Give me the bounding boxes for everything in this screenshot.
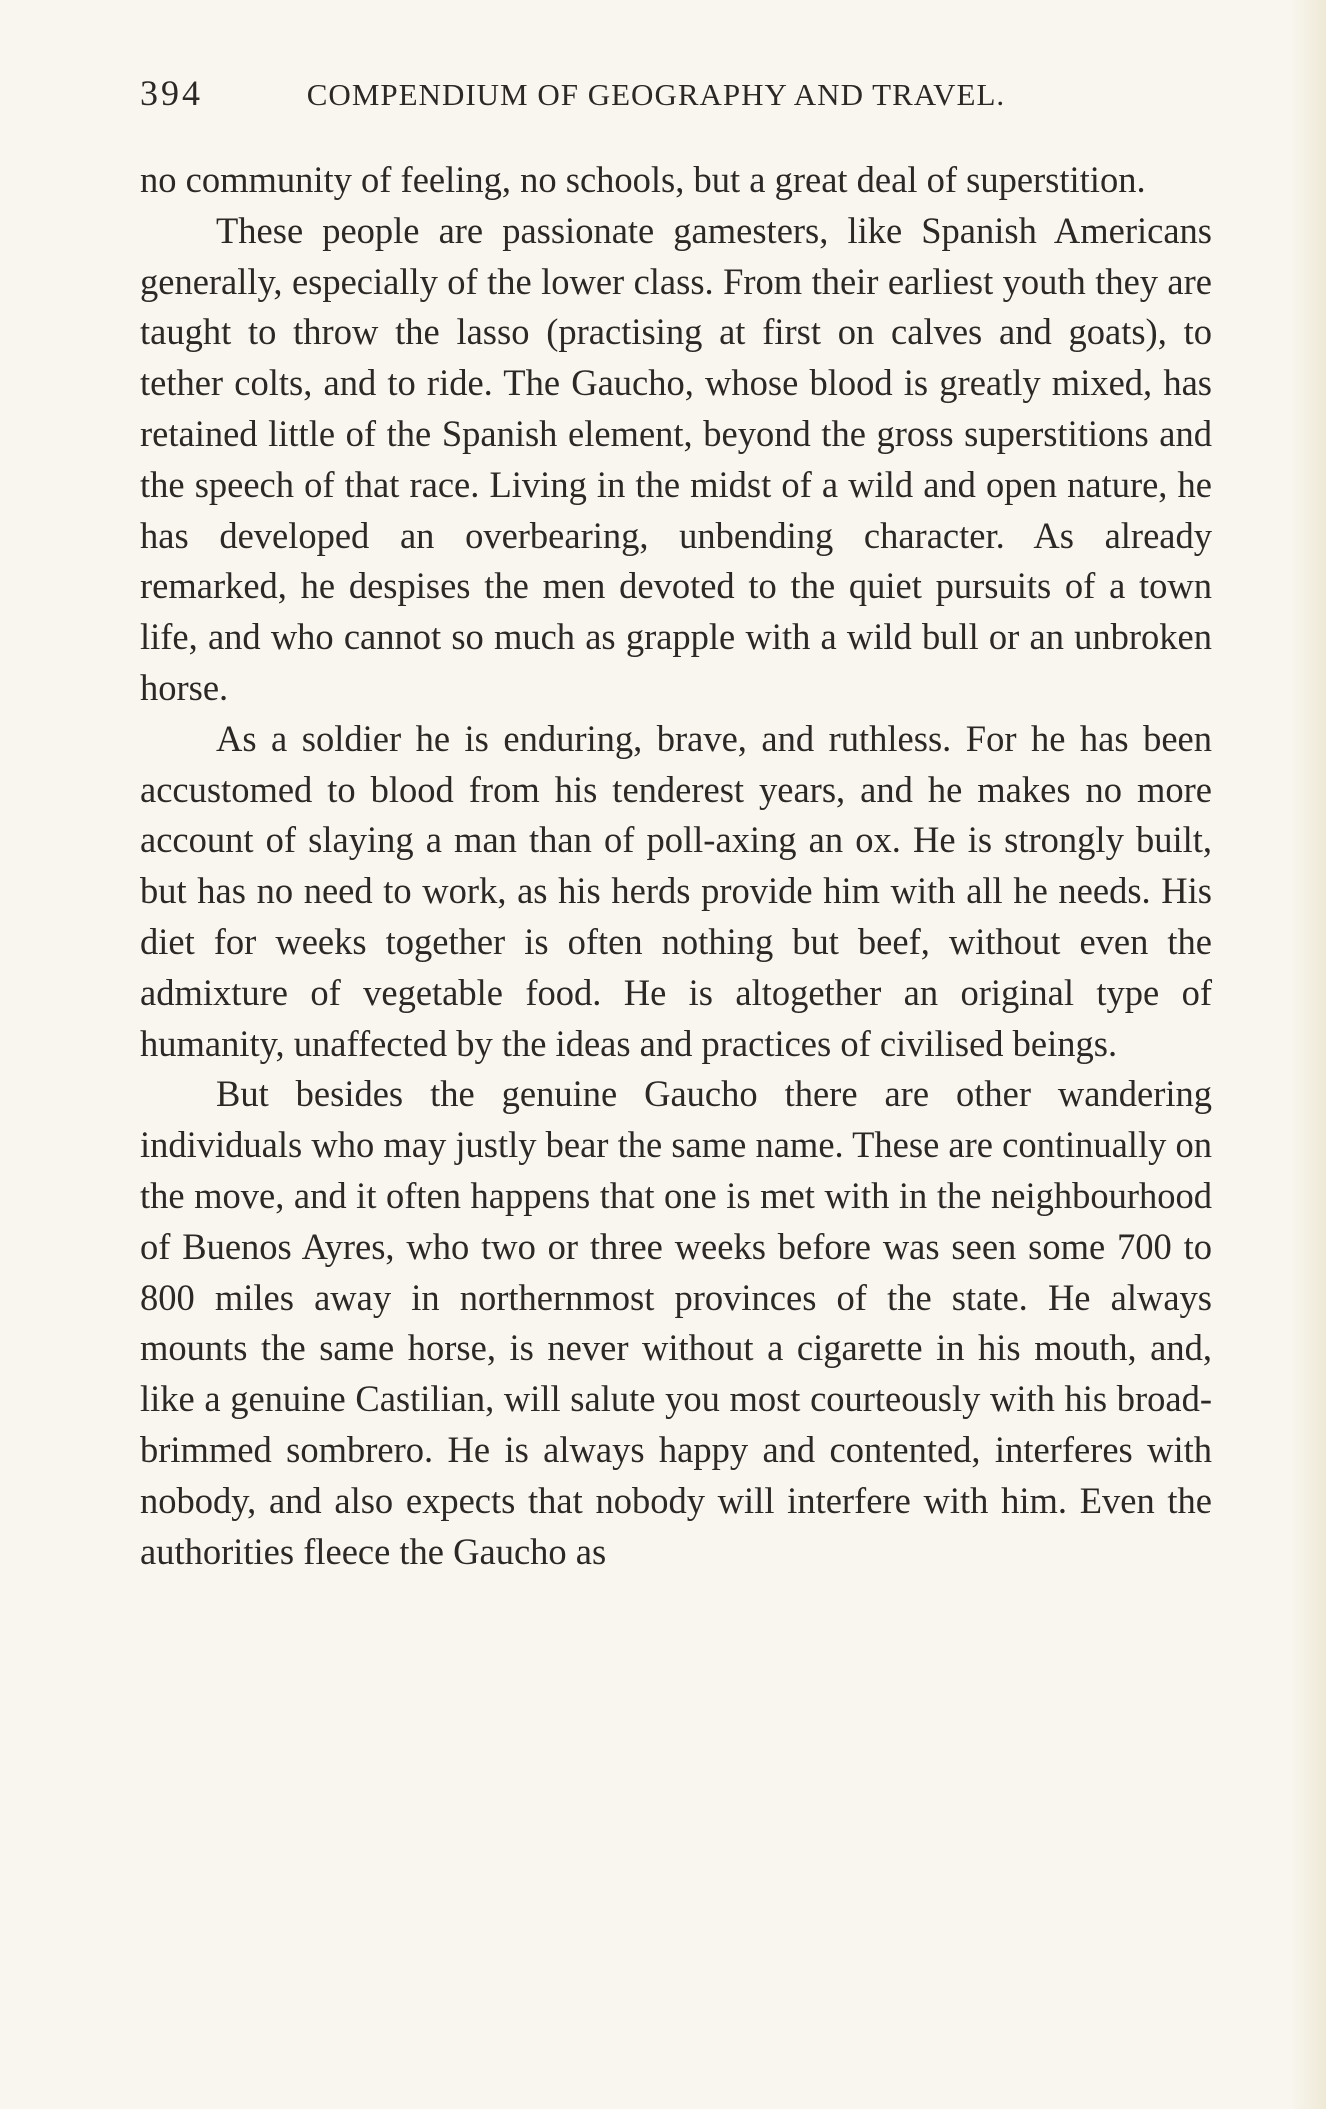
- body-text: [140, 155, 1212, 1577]
- running-title: COMPENDIUM OF GEOGRAPHY AND TRAVEL.: [306, 77, 1006, 112]
- paragraph-gamesters: These people are passionate gamesters, like Spanish Americans generally, especially of the lower class. From their earliest youth they are taught to throw the lasso (practising at first on calves and goats), to tether colts, and to ride. The Gaucho, whose blood is greatly mixed, has retained little of the Spanish element, beyond the gross superstitions and the speech of that race. Living in the midst of a wild and open nature, he has developed an overbearing, unbending character. As already remarked, he despises the men devoted to the quiet pursuits of a town life, and who cannot so much as grapple with a wild bull or an unbroken horse.: [140, 209, 1212, 708]
- paragraph-soldier: As a soldier he is enduring, brave, and ruthless. For he has been accustomed to blood from his tenderest years, and he makes no more account of slaying a man than of poll-axing an ox. He is strongly built, but has no need to work, as his herds provide him with all he needs. His diet for weeks together is often nothing but beef, without even the admixture of vegetable food. He is altogether an original type of humanity, unaffected by the ideas and practices of civilised beings.: [140, 717, 1212, 1064]
- paragraph-continuation: no community of feeling, no schools, but a great deal of superstition.: [140, 159, 1146, 200]
- running-head: [140, 72, 1220, 122]
- page-edge-shadow: [1290, 0, 1326, 2109]
- page-number: 394: [140, 73, 203, 113]
- paragraph-wanderers: But besides the genuine Gaucho there are other wandering individuals who may justly bear the same name. These are continually on the move, and it often happens that one is met with in the neighbourhood of Buenos Ayres, who two or three weeks before was seen some 700 to 800 miles away in northernmost provinces of the state. He always mounts the same horse, is never without a cigarette in his mouth, and, like a genuine Castilian, will salute you most courteously with his broad-brimmed sombrero. He is always happy and contented, interferes with nobody, and also expects that nobody will interfere with him. Even the authorities fleece the Gaucho as: [140, 1073, 1212, 1572]
